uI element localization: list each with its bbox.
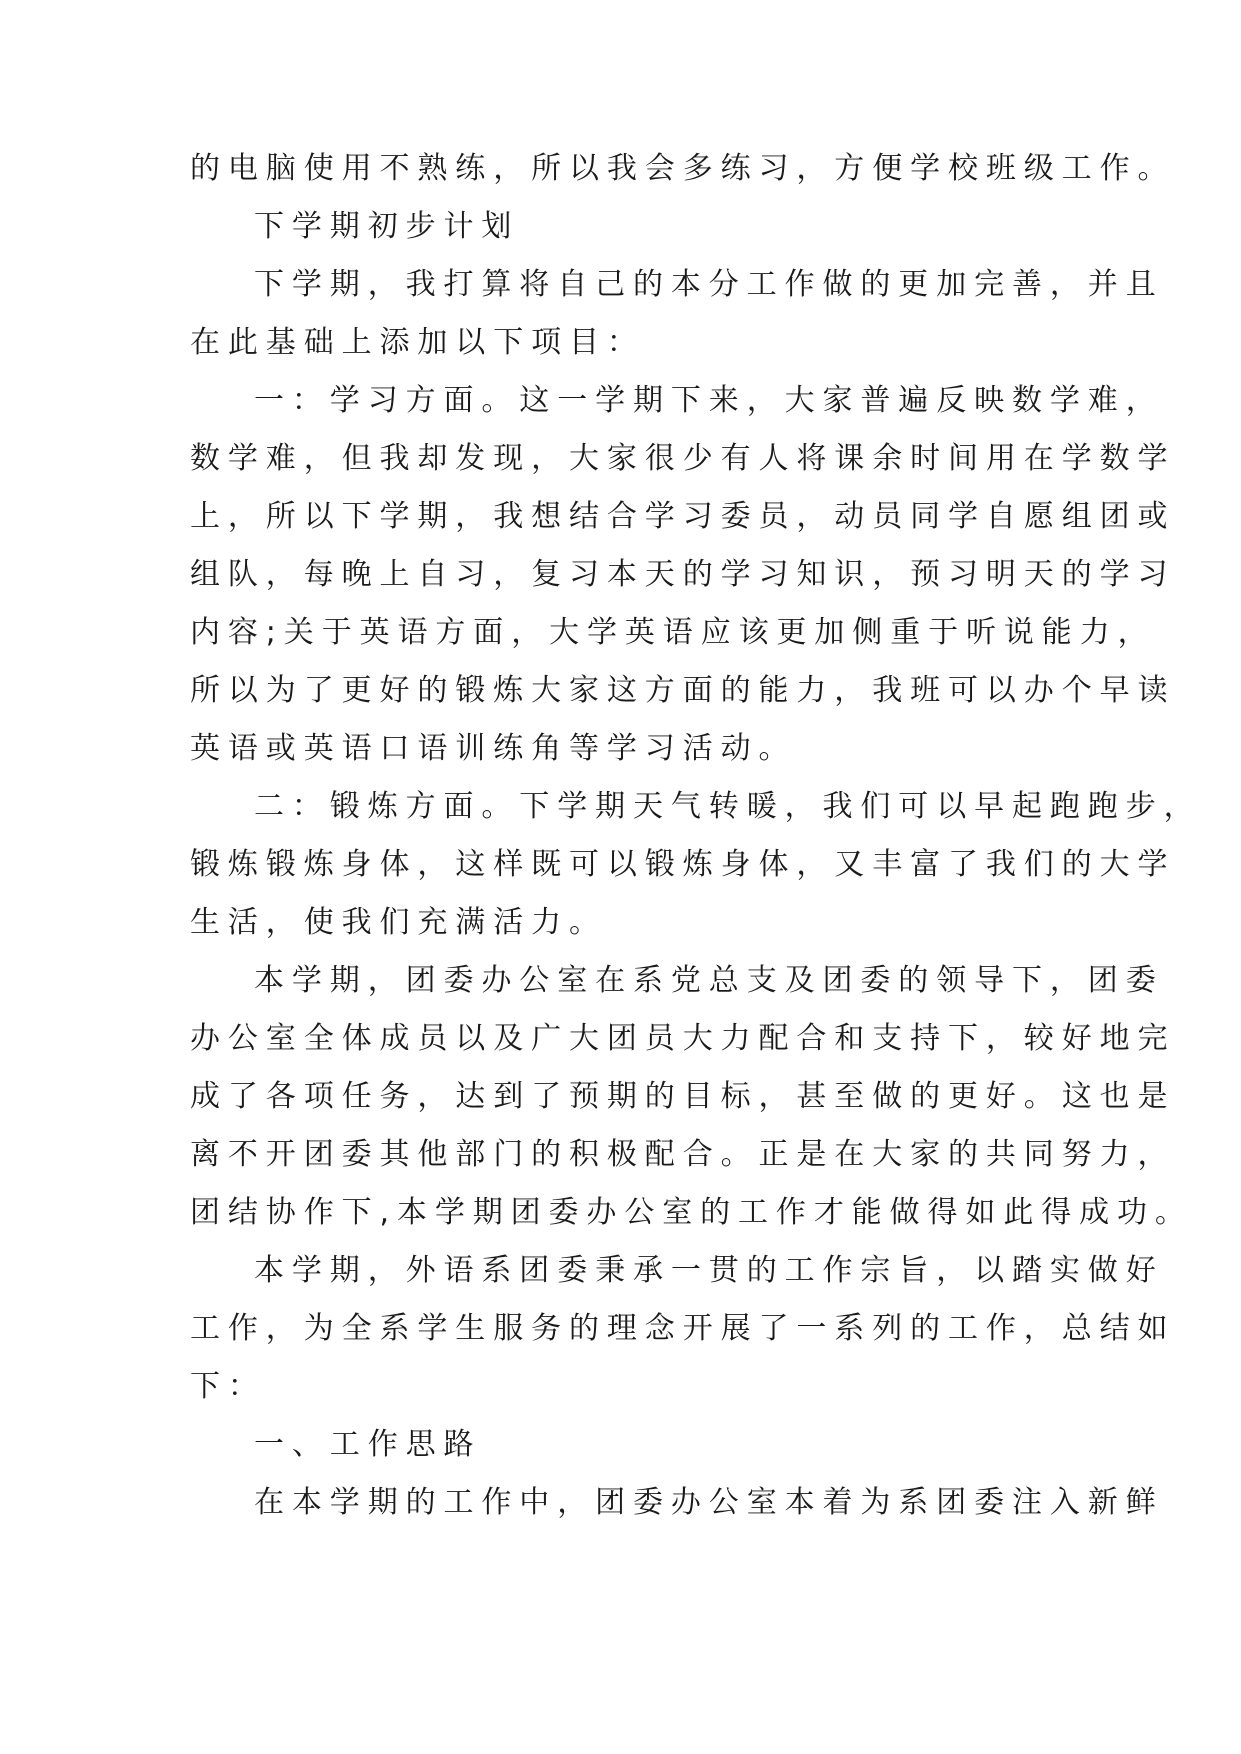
text-line: 本学期，团委办公室在系党总支及团委的领导下，团委 [254, 963, 1164, 998]
text-line: 组队，每晚上自习，复习本天的学习知识，预习明天的学习 [190, 557, 1176, 592]
text-line: 在本学期的工作中，团委办公室本着为系团委注入新鲜 [254, 1485, 1164, 1520]
section-heading: 下学期初步计划 [254, 209, 520, 244]
text-line: 成了各项任务，达到了预期的目标，甚至做的更好。这也是 [190, 1079, 1176, 1114]
text-line: 下： [190, 1369, 266, 1404]
text-line: 一：学习方面。这一学期下来，大家普遍反映数学难， [254, 383, 1164, 418]
text-line: 数学难，但我却发现，大家很少有人将课余时间用在学数学 [190, 441, 1176, 476]
text-line: 下学期，我打算将自己的本分工作做的更加完善，并且 [254, 267, 1164, 302]
text-line: 在此基础上添加以下项目： [190, 325, 645, 360]
text-line: 的电脑使用不熟练，所以我会多练习，方便学校班级工作。 [190, 151, 1176, 186]
text-line: 锻炼锻炼身体，这样既可以锻炼身体，又丰富了我们的大学 [190, 847, 1176, 882]
text-line: 生活，使我们充满活力。 [190, 905, 607, 940]
text-line: 团结协作下,本学期团委办公室的工作才能做得如此得成功。 [190, 1195, 1193, 1230]
text-line: 英语或英语口语训练角等学习活动。 [190, 731, 797, 766]
text-line: 本学期，外语系团委秉承一贯的工作宗旨，以踏实做好 [254, 1253, 1164, 1288]
text-line: 办公室全体成员以及广大团员大力配合和支持下，较好地完 [190, 1021, 1176, 1056]
text-line: 所以为了更好的锻炼大家这方面的能力，我班可以办个早读 [190, 673, 1176, 708]
text-line: 工作，为全系学生服务的理念开展了一系列的工作，总结如 [190, 1311, 1176, 1346]
text-line: 二：锻炼方面。下学期天气转暖，我们可以早起跑跑步， [254, 789, 1202, 824]
section-heading: 一、工作思路 [254, 1427, 482, 1462]
text-line: 内容;关于英语方面，大学英语应该更加侧重于听说能力， [190, 615, 1156, 650]
text-line: 离不开团委其他部门的积极配合。正是在大家的共同努力， [190, 1137, 1176, 1172]
text-line: 上，所以下学期，我想结合学习委员，动员同学自愿组团或 [190, 499, 1176, 534]
